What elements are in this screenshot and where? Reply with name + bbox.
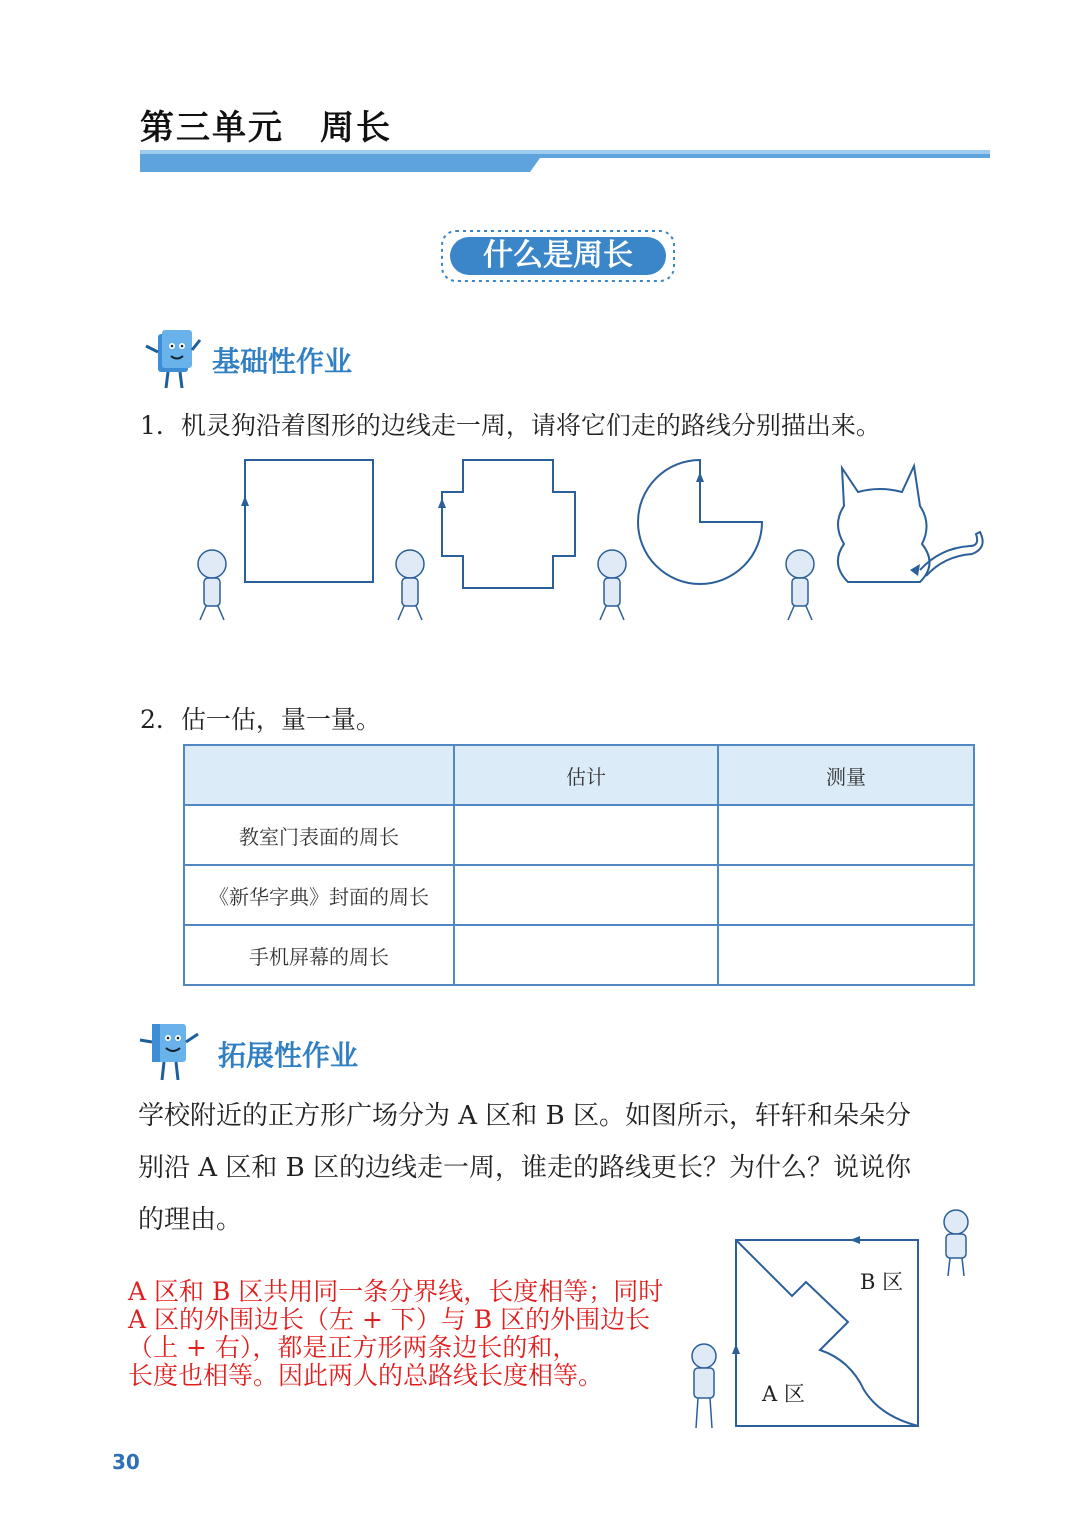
unit-title-bar [140, 150, 990, 172]
ext-line: 学校附近的正方形广场分为 A 区和 B 区。如图所示，轩轩和朵朵分 [138, 1101, 911, 1131]
row-label: 手机屏幕的周长 [184, 925, 454, 985]
measure-cell[interactable] [718, 925, 974, 985]
square-figure [241, 460, 373, 582]
dog-mascot-icons [198, 550, 814, 620]
book-mascot-icon [136, 1020, 202, 1084]
section-basic-title: 基础性作业 [212, 345, 353, 378]
estimate-cell[interactable] [454, 805, 718, 865]
table-row [184, 925, 974, 985]
header-empty [184, 745, 454, 805]
estimate-cell[interactable] [454, 865, 718, 925]
label-b-zone: B 区 [860, 1270, 904, 1294]
plaza-diagram [680, 1200, 990, 1440]
unit-title: 第三单元 周长 [140, 108, 392, 148]
estimate-cell[interactable] [454, 925, 718, 985]
answer-line: A 区和 B 区共用同一条分界线，长度相等；同时 [128, 1277, 664, 1306]
header-measure: 测量 [718, 745, 974, 805]
answer-line: A 区的外围边长（左 + 下）与 B 区的外围边长 [128, 1305, 651, 1334]
label-a-zone: A 区 [762, 1382, 805, 1406]
question-2: 2．估一估，量一量。 [140, 705, 381, 734]
row-label: 教室门表面的周长 [184, 805, 454, 865]
girl-icon [944, 1210, 968, 1276]
page-number: 30 [112, 1450, 140, 1474]
measure-table [183, 744, 975, 986]
table-row [184, 865, 974, 925]
ext-line: 别沿 A 区和 B 区的边线走一周，谁走的路线更长？为什么？说说你 [138, 1153, 911, 1183]
question-1: 1．机灵狗沿着图形的边线走一周，请将它们走的路线分别描出来。 [140, 411, 881, 440]
cat-figure [838, 466, 983, 582]
ext-line: 的理由。 [138, 1205, 243, 1235]
measure-cell[interactable] [718, 865, 974, 925]
book-mascot-icon [140, 328, 202, 392]
pie-figure [638, 460, 762, 584]
answer-text [128, 1278, 728, 1390]
answer-line: 长度也相等。因此两人的总路线长度相等。 [128, 1361, 604, 1390]
q1-figures [180, 452, 990, 632]
section-ext-title: 拓展性作业 [218, 1039, 359, 1072]
table-header-row [184, 745, 974, 805]
cross-figure [438, 460, 575, 588]
header-estimate: 估计 [454, 745, 718, 805]
measure-cell[interactable] [718, 805, 974, 865]
row-label: 《新华字典》封面的周长 [184, 865, 454, 925]
lesson-title: 什么是周长 [483, 238, 633, 273]
answer-line: （上 + 右），都是正方形两条边长的和， [128, 1333, 578, 1362]
table-row [184, 805, 974, 865]
boy-icon [692, 1344, 716, 1428]
